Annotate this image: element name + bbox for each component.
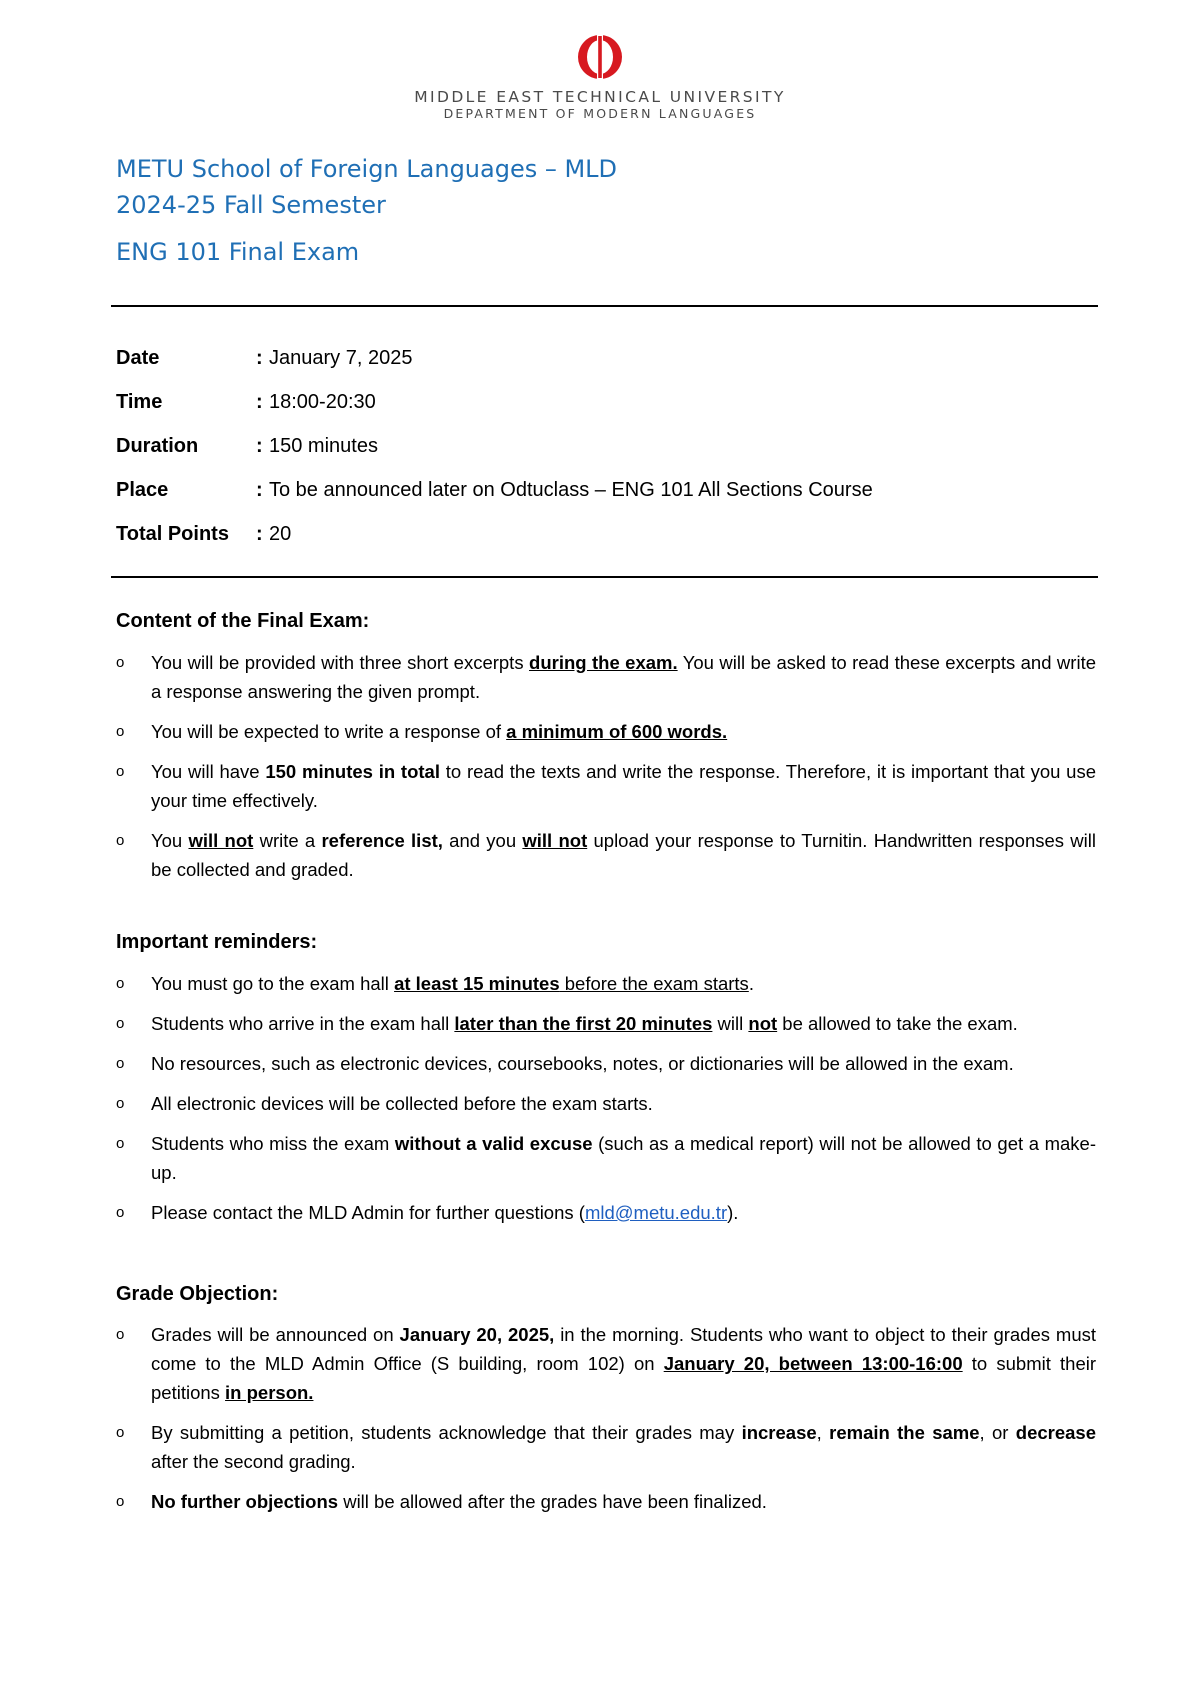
points-value: 20 — [269, 522, 292, 545]
emphasis: a minimum of 600 words. — [506, 721, 728, 742]
points-label: Total Points — [116, 522, 229, 545]
text: to read the texts and write the response. Therefore, it is important that you use your time effectively. — [151, 761, 1096, 811]
content-section-title: Content of the Final Exam: — [116, 610, 370, 632]
bullet-icon: o — [116, 1326, 125, 1343]
bullet-icon: o — [116, 763, 125, 780]
emphasis: No further objections — [151, 1491, 339, 1512]
separator: : — [256, 346, 263, 369]
text: in the morning. Students who want to object to their grades must come to the MLD Admin Office (S building, room 102) on — [151, 1324, 1096, 1374]
exam-info-table — [116, 336, 1086, 556]
emphasis: at least 15 minutes — [394, 973, 560, 994]
place-label: Place — [116, 478, 169, 501]
bullet-icon: o — [116, 654, 125, 671]
bullet-icon: o — [116, 1055, 125, 1072]
department-name: DEPARTMENT OF MODERN LANGUAGES — [443, 106, 757, 121]
list-item — [116, 969, 1096, 998]
duration-value: 150 minutes — [269, 434, 378, 457]
semester-title: 2024-25 Fall Semester — [116, 191, 386, 219]
reminders-section-title: Important reminders: — [116, 931, 318, 953]
list-item — [116, 717, 1096, 746]
emphasis: January 20, 2025, — [399, 1324, 555, 1345]
list-item — [116, 648, 1096, 706]
text: after the second grading. — [151, 1451, 356, 1472]
list-item — [116, 1129, 1096, 1187]
text: ). — [727, 1202, 739, 1223]
emphasis: January 20, between 13:00-16:00 — [663, 1353, 963, 1374]
bullet-icon: o — [116, 1095, 125, 1112]
university-name: MIDDLE EAST TECHNICAL UNIVERSITY — [414, 88, 786, 106]
text: Please contact the MLD Admin for further questions ( — [151, 1202, 585, 1223]
text: Students who arrive in the exam hall — [151, 1013, 455, 1034]
info-row-date — [116, 336, 1086, 380]
admin-email-link[interactable]: mld@metu.edu.tr — [584, 1202, 728, 1223]
date-value: January 7, 2025 — [269, 346, 413, 369]
text: (such as a medical report) will not be allowed to get a make-up. — [151, 1133, 1096, 1183]
time-value: 18:00-20:30 — [269, 390, 376, 413]
grade-section-title: Grade Objection: — [116, 1283, 279, 1305]
separator: : — [256, 522, 263, 545]
text: You will be provided with three short excerpts — [151, 652, 530, 673]
exam-title: ENG 101 Final Exam — [116, 238, 360, 266]
emphasis: later than the first 20 minutes — [454, 1013, 713, 1034]
separator: : — [256, 478, 263, 501]
list-item — [116, 757, 1096, 815]
list-item — [116, 1320, 1096, 1407]
text: You will have — [151, 761, 266, 782]
text: will be allowed after the grades have been finalized. — [338, 1491, 767, 1512]
emphasis: in person. — [225, 1382, 314, 1403]
text: . — [748, 973, 754, 994]
text: be allowed to take the exam. — [777, 1013, 1018, 1034]
emphasis: without a valid excuse — [394, 1133, 593, 1154]
text: to submit their petitions — [151, 1353, 1097, 1403]
divider-bottom — [111, 576, 1098, 578]
emphasis: will not — [522, 830, 588, 851]
text: write a — [253, 830, 322, 851]
emphasis: reference list, — [321, 830, 443, 851]
date-label: Date — [116, 346, 160, 369]
content-list — [116, 648, 1096, 895]
list-item — [116, 1418, 1096, 1476]
list-item — [116, 1198, 1096, 1227]
bullet-icon: o — [116, 1015, 125, 1032]
bullet-icon: o — [116, 1493, 125, 1510]
divider-top — [111, 305, 1098, 307]
list-item — [116, 1089, 1096, 1118]
text: Students who miss the exam — [151, 1133, 395, 1154]
text: before the exam starts — [559, 973, 749, 994]
text: and you — [442, 830, 523, 851]
bullet-icon: o — [116, 832, 125, 849]
list-item — [116, 826, 1096, 884]
separator: : — [256, 390, 263, 413]
text: By submitting a petition, students acknowledge that their grades may — [151, 1422, 742, 1443]
duration-label: Duration — [116, 434, 199, 457]
text: upload your response to Turnitin. Handwritten responses will be collected and graded. — [151, 830, 1096, 880]
emphasis: decrease — [1015, 1422, 1096, 1443]
separator: : — [256, 434, 263, 457]
emphasis: during the exam. — [529, 652, 678, 673]
text: You must go to the exam hall — [151, 973, 395, 994]
emphasis: not — [748, 1013, 778, 1034]
bullet-icon: o — [116, 1204, 125, 1221]
text: You will be asked to read these excerpts and write a response answering the given prompt. — [151, 652, 1096, 702]
text: No resources, such as electronic devices, coursebooks, notes, or dictionaries will be allowed in the exam. — [151, 1053, 1014, 1074]
text: , — [816, 1422, 830, 1443]
text: You will be expected to write a response of — [151, 721, 507, 742]
metu-logo-icon — [570, 32, 630, 82]
time-label: Time — [116, 390, 163, 413]
school-title: METU School of Foreign Languages – MLD — [116, 155, 618, 183]
grade-list — [116, 1320, 1096, 1527]
text: Grades will be announced on — [151, 1324, 400, 1345]
text: , or — [979, 1422, 1016, 1443]
emphasis: will not — [188, 830, 254, 851]
emphasis: remain the same — [829, 1422, 980, 1443]
bullet-icon: o — [116, 975, 125, 992]
info-row-points — [116, 512, 1086, 556]
emphasis: increase — [741, 1422, 817, 1443]
info-row-place — [116, 468, 1086, 512]
bullet-icon: o — [116, 1424, 125, 1441]
emphasis: 150 minutes in total — [265, 761, 440, 782]
text: will — [712, 1013, 749, 1034]
text: You — [151, 830, 189, 851]
list-item — [116, 1487, 1096, 1516]
reminders-list — [116, 969, 1096, 1238]
info-row-duration — [116, 424, 1086, 468]
bullet-icon: o — [116, 1135, 125, 1152]
list-item — [116, 1009, 1096, 1038]
letterhead — [0, 32, 1200, 121]
bullet-icon: o — [116, 723, 125, 740]
info-row-time — [116, 380, 1086, 424]
text: All electronic devices will be collected before the exam starts. — [151, 1093, 653, 1114]
place-value: To be announced later on Odtuclass – ENG 101 All Sections Course — [269, 478, 873, 501]
list-item — [116, 1049, 1096, 1078]
